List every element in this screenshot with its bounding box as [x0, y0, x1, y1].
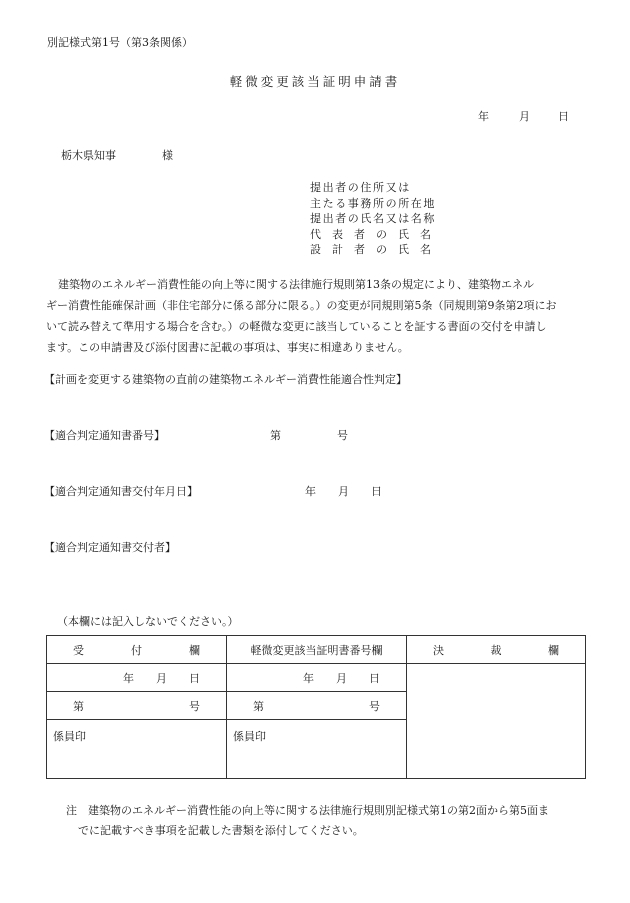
number-suffix: 号 [337, 429, 348, 442]
reception-no-prefix: 第 [73, 699, 84, 713]
reception-stamp-label: 係員印 [53, 730, 86, 743]
reception-month: 月 [156, 671, 167, 685]
approval-cell[interactable] [407, 664, 586, 779]
addressee [61, 147, 173, 163]
number-prefix: 第 [270, 429, 281, 442]
certificate-no-prefix: 第 [253, 699, 264, 713]
representative-name-label: 代表者の氏名 [310, 227, 442, 241]
statement-line-4: ます。この申請書及び添付図書に記載の事項は、事実に相違ありません。 [46, 341, 409, 354]
applicant-name-label: 提出者の氏名又は名称 [310, 212, 436, 225]
notice-issuer-heading: 【適合判定通知書交付者】 [44, 541, 176, 554]
designer-name-label: 設計者の氏名 [310, 243, 442, 256]
addressee-name: 栃木県知事 [61, 149, 116, 162]
notice-day-label: 日 [371, 485, 382, 498]
notice-number-field[interactable] [270, 427, 348, 443]
certificate-no-suffix: 号 [369, 699, 380, 713]
approval-header-char-3: 欄 [548, 643, 559, 657]
application-statement [46, 274, 586, 358]
approval-header-char-2: 裁 [490, 643, 502, 657]
reception-year: 年 [123, 671, 134, 685]
certificate-number-cell[interactable] [227, 692, 407, 720]
date-day-label: 日 [558, 110, 569, 123]
footnote-line-1: 注 建築物のエネルギー消費性能の向上等に関する法律施行規則別記様式第1の第2面から第5面ま [66, 804, 549, 817]
certificate-number-header: 軽微変更該当証明書番号欄 [227, 636, 407, 664]
reception-no-suffix: 号 [189, 699, 200, 713]
certificate-date-cell[interactable] [227, 664, 407, 692]
notice-year-label: 年 [305, 485, 316, 498]
reception-day: 日 [189, 671, 200, 685]
statement-line-3: いて読み替えて準用する場合を含む。）の軽微な変更に該当していることを証する書面の交付を申請し [46, 320, 547, 333]
applicant-fields[interactable] [310, 180, 442, 258]
reception-stamp-cell[interactable] [47, 720, 227, 779]
approval-header [407, 636, 586, 664]
reception-number-cell[interactable] [47, 692, 227, 720]
reception-header [47, 636, 227, 664]
reception-header-char-1: 受 [73, 643, 84, 657]
reception-header-char-3: 欄 [189, 643, 200, 657]
submission-date[interactable] [478, 108, 569, 124]
notice-date-field[interactable] [305, 483, 382, 499]
notice-number-heading: 【適合判定通知書番号】 [44, 429, 165, 442]
footnote-line-2: でに記載すべき事項を記載した書類を添付してください。 [78, 824, 364, 837]
certificate-year: 年 [303, 671, 314, 685]
reception-date-cell[interactable] [47, 664, 227, 692]
office-use-table [46, 635, 586, 779]
approval-header-char-1: 決 [433, 643, 444, 657]
notice-month-label: 月 [338, 485, 349, 498]
addressee-honorific: 様 [162, 149, 173, 162]
reception-header-char-2: 付 [131, 643, 142, 657]
judgment-section-heading: 【計画を変更する建築物の直前の建築物エネルギー消費性能適合性判定】 [44, 373, 407, 386]
statement-line-1: 建築物のエネルギー消費性能の向上等に関する法律施行規則第13条の規定により、建築物エネル [58, 278, 534, 291]
form-number-label: 別記様式第1号（第3条関係） [47, 36, 193, 49]
certificate-stamp-cell[interactable] [227, 720, 407, 779]
date-year-label: 年 [478, 110, 489, 123]
notice-date-heading: 【適合判定通知書交付年月日】 [44, 485, 198, 498]
attachment-footnote [66, 801, 586, 841]
certificate-day: 日 [369, 671, 380, 685]
certificate-stamp-label: 係員印 [233, 730, 266, 743]
certificate-month: 月 [336, 671, 347, 685]
applicant-office-label: 主たる事務所の所在地 [310, 196, 436, 210]
statement-line-2: ギー消費性能確保計画（非住宅部分に係る部分に限る。）の変更が同規則第5条（同規則第9条第2項にお [46, 299, 557, 312]
document-title: 軽微変更該当証明申請書 [229, 74, 401, 89]
applicant-address-label: 提出者の住所又は [310, 181, 411, 194]
date-month-label: 月 [519, 110, 530, 123]
office-use-note: （本欄には記入しないでください。） [57, 615, 239, 628]
